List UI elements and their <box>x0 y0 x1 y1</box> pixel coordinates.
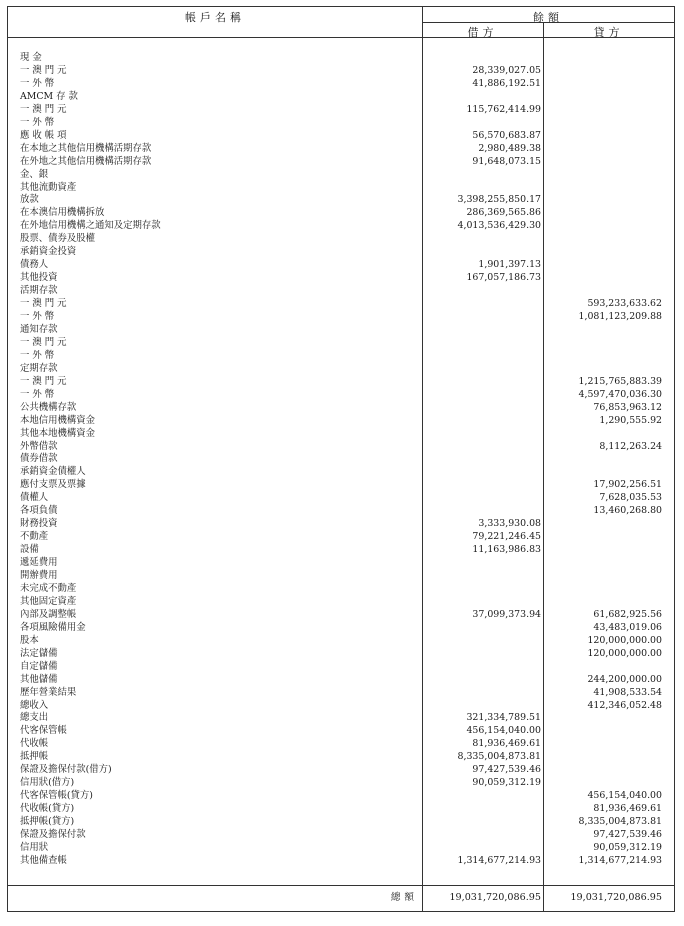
table-row <box>8 117 674 129</box>
account-name-cell: 在外地之其他信用機構活期存款 <box>20 155 152 167</box>
table-row <box>8 130 674 142</box>
account-name-cell: 債務人 <box>20 259 49 271</box>
table-row <box>8 104 674 116</box>
table-row <box>8 441 674 453</box>
account-name-cell: 保證及擔保付款 <box>20 829 86 840</box>
table-row <box>8 52 674 64</box>
table-row <box>8 725 674 737</box>
credit-cell: 456,154,040.00 <box>587 790 662 802</box>
table-row <box>8 557 674 569</box>
account-name-cell: 一 外 幣 <box>20 116 55 128</box>
table-row <box>8 389 674 401</box>
account-name-cell: 一 澳 門 元 <box>20 298 67 309</box>
debit-cell: 4,013,536,429.30 <box>457 220 541 232</box>
table-row <box>8 764 674 776</box>
debit-cell: 91,648,073.15 <box>472 155 541 167</box>
table-row <box>8 674 674 686</box>
table-row <box>8 182 674 194</box>
balance-sheet-table <box>7 6 675 912</box>
debit-cell: 79,221,246.45 <box>472 531 541 543</box>
table-row <box>8 518 674 530</box>
account-name-cell: 其他投資 <box>20 272 58 284</box>
table-row <box>8 350 674 362</box>
credit-cell: 120,000,000.00 <box>587 647 662 659</box>
credit-cell: 61,682,925.56 <box>593 608 662 620</box>
debit-cell: 1,314,677,214.93 <box>457 854 541 866</box>
account-name-cell: 總支出 <box>20 712 49 724</box>
credit-cell: 412,346,052.48 <box>587 699 662 711</box>
table-row <box>8 466 674 478</box>
account-name-cell: 開辦費用 <box>20 570 58 581</box>
account-name-cell: 股本 <box>20 634 39 646</box>
credit-cell: 81,936,469.61 <box>593 803 662 815</box>
table-row <box>8 78 674 90</box>
account-name-cell: 應付支票及票據 <box>20 479 86 491</box>
account-name-cell: 保證及擔保付款(借方) <box>20 764 112 776</box>
table-row <box>8 272 674 284</box>
account-name-cell: 其他固定資產 <box>20 595 77 607</box>
debit-cell: 321,334,789.51 <box>466 712 541 724</box>
account-name-cell: 一 外 幣 <box>20 349 55 361</box>
header-debit: 借方 <box>467 26 498 39</box>
account-name-cell: 內部及調整帳 <box>20 608 77 620</box>
account-name-cell: 其他備查帳 <box>20 854 67 866</box>
table-row <box>8 143 674 155</box>
table-row <box>8 622 674 634</box>
table-row <box>8 453 674 465</box>
table-row <box>8 648 674 660</box>
account-name-cell: 自定儲備 <box>20 660 58 672</box>
debit-cell: 286,369,565.86 <box>466 207 541 219</box>
account-name-cell: 法定儲備 <box>20 647 58 659</box>
account-name-cell: 一 外 幣 <box>20 77 55 89</box>
table-row <box>8 259 674 271</box>
table-row <box>8 842 674 854</box>
credit-cell: 1,081,123,209.88 <box>578 311 662 322</box>
table-row <box>8 635 674 647</box>
credit-cell: 244,200,000.00 <box>587 673 662 685</box>
credit-cell: 1,314,677,214.93 <box>578 854 662 866</box>
account-name-cell: 總收入 <box>20 699 49 711</box>
total-debit: 19,031,720,086.95 <box>449 892 541 903</box>
table-row <box>8 596 674 608</box>
account-name-cell: 一 澳 門 元 <box>20 375 67 387</box>
account-name-cell: 外幣借款 <box>20 440 58 452</box>
account-name-cell: 債券借款 <box>20 453 58 465</box>
table-row <box>8 544 674 556</box>
table-row <box>8 777 674 789</box>
total-row <box>8 890 674 906</box>
account-name-cell: 債權人 <box>20 492 49 504</box>
account-name-cell: 其他儲備 <box>20 673 58 685</box>
table-row <box>8 363 674 375</box>
table-row <box>8 855 674 867</box>
account-name-cell: 代收帳(貸方) <box>20 803 75 815</box>
table-row <box>8 246 674 258</box>
account-name-cell: 信用狀(借方) <box>20 777 75 789</box>
account-name-cell: 承銷資金債權人 <box>20 466 86 478</box>
table-row <box>8 220 674 232</box>
account-name-cell: 代收帳 <box>20 738 49 750</box>
credit-cell: 43,483,019.06 <box>593 621 662 633</box>
account-name-cell: 代客保管帳(貸方) <box>20 790 93 802</box>
table-row <box>8 816 674 828</box>
table-row <box>8 194 674 206</box>
credit-cell: 90,059,312.19 <box>593 841 662 853</box>
credit-cell: 8,335,004,873.81 <box>578 816 662 827</box>
account-name-cell: 定期存款 <box>20 362 58 374</box>
table-row <box>8 298 674 310</box>
debit-cell: 97,427,539.46 <box>472 764 541 776</box>
account-name-cell: 放款 <box>20 194 39 206</box>
table-row <box>8 376 674 388</box>
table-row <box>8 233 674 245</box>
table-row <box>8 712 674 724</box>
account-name-cell: 在本地之其他信用機構活期存款 <box>20 142 152 154</box>
account-name-cell: 一 外 幣 <box>20 388 55 400</box>
account-name-cell: 各項風險備用金 <box>20 621 86 633</box>
account-name-cell: 一 澳 門 元 <box>20 65 67 76</box>
account-name-cell: 一 外 幣 <box>20 311 55 322</box>
header-balance: 餘額 <box>533 11 563 24</box>
account-name-cell: 遞延費用 <box>20 557 58 568</box>
account-name-cell: 在本澳信用機構拆放 <box>20 207 105 219</box>
credit-cell: 17,902,256.51 <box>593 479 662 491</box>
account-name-cell: 在外地信用機構之通知及定期存款 <box>20 220 161 232</box>
credit-cell: 97,427,539.46 <box>593 829 662 840</box>
account-name-cell: AMCM 存 款 <box>20 90 78 102</box>
debit-cell: 167,057,186.73 <box>466 272 541 284</box>
account-name-cell: 未完成不動產 <box>20 582 77 594</box>
account-name-cell: 應 收 帳 項 <box>20 129 67 141</box>
account-name-cell: 設備 <box>20 544 39 556</box>
table-row <box>8 700 674 712</box>
header-credit: 貸方 <box>593 26 624 39</box>
credit-cell: 7,628,035.53 <box>599 492 662 504</box>
account-name-cell: 承銷資金投資 <box>20 246 77 258</box>
table-row <box>8 531 674 543</box>
debit-cell: 115,762,414.99 <box>466 103 541 115</box>
table-row <box>8 415 674 427</box>
table-row <box>8 803 674 815</box>
debit-cell: 90,059,312.19 <box>472 777 541 789</box>
account-name-cell: 財務投資 <box>20 518 58 530</box>
table-row <box>8 570 674 582</box>
debit-cell: 1,901,397.13 <box>478 259 541 271</box>
account-name-cell: 不動產 <box>20 531 49 543</box>
table-row <box>8 751 674 763</box>
account-name-cell: 通知存款 <box>20 323 58 335</box>
table-row <box>8 661 674 673</box>
debit-cell: 2,980,489.38 <box>478 142 541 154</box>
account-name-cell: 現 金 <box>20 52 42 63</box>
table-row <box>8 790 674 802</box>
credit-cell: 593,233,633.62 <box>587 298 662 309</box>
table-row <box>8 479 674 491</box>
account-name-cell: 信用狀 <box>20 841 49 853</box>
debit-cell: 37,099,373.94 <box>472 608 541 620</box>
credit-cell: 13,460,268.80 <box>593 505 662 517</box>
account-name-cell: 一 澳 門 元 <box>20 103 67 115</box>
table-row <box>8 311 674 323</box>
account-name-cell: 活期存款 <box>20 285 58 297</box>
table-row <box>8 609 674 621</box>
table-row <box>8 169 674 181</box>
table-row <box>8 337 674 349</box>
account-name-cell: 股票、債券及股權 <box>20 233 96 245</box>
credit-cell: 41,908,533.54 <box>593 686 662 698</box>
account-name-cell: 本地信用機構資金 <box>20 414 96 426</box>
table-row <box>8 285 674 297</box>
account-name-cell: 其他本地機構資金 <box>20 427 96 439</box>
table-row <box>8 687 674 699</box>
account-name-cell: 公共機構存款 <box>20 401 77 413</box>
debit-cell: 456,154,040.00 <box>466 725 541 737</box>
table-row <box>8 492 674 504</box>
table-row <box>8 91 674 103</box>
table-row <box>8 324 674 336</box>
debit-cell: 81,936,469.61 <box>472 738 541 750</box>
header-account-name: 帳戶名稱 <box>185 11 245 24</box>
table-row <box>8 402 674 414</box>
credit-cell: 1,290,555.92 <box>599 414 662 426</box>
debit-cell: 56,570,683.87 <box>472 129 541 141</box>
table-row <box>8 829 674 841</box>
debit-cell: 11,163,986.83 <box>472 544 541 556</box>
credit-cell: 8,112,263.24 <box>599 440 662 452</box>
account-name-cell: 抵押帳(貸方) <box>20 816 75 827</box>
debit-cell: 28,339,027.05 <box>472 65 541 76</box>
credit-cell: 4,597,470,036.30 <box>578 388 662 400</box>
debit-cell: 41,886,192.51 <box>472 77 541 89</box>
account-name-cell: 歷年營業結果 <box>20 686 77 698</box>
table-row <box>8 505 674 517</box>
account-name-cell: 其他流動資產 <box>20 181 77 193</box>
table-row <box>8 207 674 219</box>
table-row <box>8 583 674 595</box>
debit-cell: 8,335,004,873.81 <box>457 751 541 763</box>
total-label: 總額 <box>390 892 418 903</box>
account-name-cell: 金、銀 <box>20 168 49 180</box>
table-row <box>8 738 674 750</box>
account-name-cell: 代客保管帳 <box>20 725 67 737</box>
account-name-cell: 一 澳 門 元 <box>20 336 67 348</box>
credit-cell: 76,853,963.12 <box>593 401 662 413</box>
account-name-cell: 抵押帳 <box>20 751 49 763</box>
account-name-cell: 各項負債 <box>20 505 58 517</box>
debit-cell: 3,333,930.08 <box>478 518 541 530</box>
credit-cell: 120,000,000.00 <box>587 634 662 646</box>
table-row <box>8 65 674 77</box>
total-credit: 19,031,720,086.95 <box>570 892 662 903</box>
credit-cell: 1,215,765,883.39 <box>578 375 662 387</box>
debit-cell: 3,398,255,850.17 <box>457 194 541 206</box>
table-row <box>8 156 674 168</box>
total-top-rule <box>8 885 674 886</box>
table-row <box>8 428 674 440</box>
